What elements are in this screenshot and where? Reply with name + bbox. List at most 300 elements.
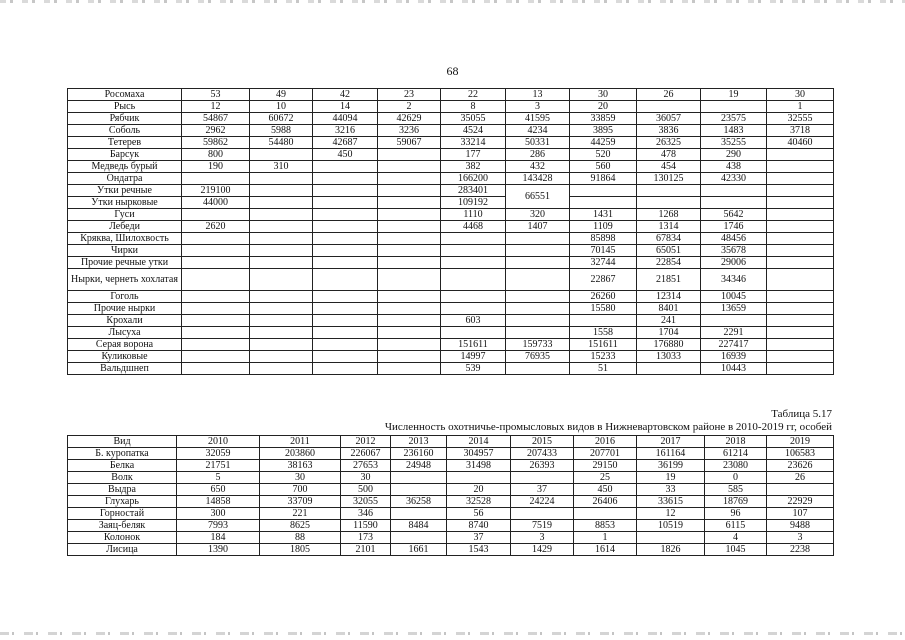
table-cell: 30: [341, 472, 391, 484]
table-cell: [441, 327, 506, 339]
table-cell: 41595: [506, 113, 570, 125]
table-cell: [441, 257, 506, 269]
table-cell: [313, 291, 378, 303]
table-cell: [701, 185, 767, 197]
column-header-species: Вид: [68, 436, 177, 448]
species-name: Медведь бурый: [68, 161, 182, 173]
table-cell: 10519: [637, 520, 705, 532]
table-cell: 48456: [701, 233, 767, 245]
table-cell: 800: [182, 149, 250, 161]
table-cell: 203860: [260, 448, 341, 460]
table-cell: 26325: [637, 137, 701, 149]
table-cell: 1826: [637, 544, 705, 556]
table-cell: 54480: [250, 137, 313, 149]
table-cell: 310: [250, 161, 313, 173]
species-name: Глухарь: [68, 496, 177, 508]
table-cell: 36057: [637, 113, 701, 125]
table-cell: [250, 315, 313, 327]
table-cell: [767, 197, 834, 209]
species-name: Рябчик: [68, 113, 182, 125]
table-row: [68, 303, 834, 315]
table-cell: 59862: [182, 137, 250, 149]
table-cell: 221: [260, 508, 341, 520]
column-header-year: 2018: [705, 436, 767, 448]
table-cell: 1483: [701, 125, 767, 137]
table-row: [68, 245, 834, 257]
table-row: [68, 185, 834, 197]
table-cell: [378, 315, 441, 327]
table-cell: 236160: [391, 448, 447, 460]
column-header-year: 2017: [637, 436, 705, 448]
table-cell: 300: [177, 508, 260, 520]
table-cell: 8484: [391, 520, 447, 532]
table-cell: 560: [570, 161, 637, 173]
table-cell: [250, 221, 313, 233]
table-cell: [506, 315, 570, 327]
table-cell: [250, 149, 313, 161]
table-cell: 283401: [441, 185, 506, 197]
table-cell: [511, 508, 574, 520]
table-cell: [637, 185, 701, 197]
table-cell: 23080: [705, 460, 767, 472]
table-cell: [506, 257, 570, 269]
table-cell: 44094: [313, 113, 378, 125]
table-cell: [391, 484, 447, 496]
table-cell: 130125: [637, 173, 701, 185]
table-cell: [313, 363, 378, 375]
table-cell: 35055: [441, 113, 506, 125]
table-cell: [378, 233, 441, 245]
table-cell: 32059: [177, 448, 260, 460]
table-row: [68, 101, 834, 113]
species-name: Вальдшнеп: [68, 363, 182, 375]
table-row: [68, 173, 834, 185]
table-cell: 1543: [447, 544, 511, 556]
table-row: [68, 472, 834, 484]
table-cell: 26393: [511, 460, 574, 472]
table-cell: [767, 209, 834, 221]
table-row: [68, 197, 834, 209]
table-cell: 37: [511, 484, 574, 496]
table-cell: 286: [506, 149, 570, 161]
table-cell: 454: [637, 161, 701, 173]
table-cell: [767, 484, 834, 496]
table-cell: [182, 173, 250, 185]
table-cell: [391, 532, 447, 544]
table-cell: 67834: [637, 233, 701, 245]
species-name: Лебеди: [68, 221, 182, 233]
table-cell: [767, 269, 834, 291]
table-cell: [182, 233, 250, 245]
table-cell: [378, 185, 441, 197]
table-cell: 700: [260, 484, 341, 496]
table-cell: [506, 363, 570, 375]
table-cell: [767, 173, 834, 185]
scan-edge-top: [0, 0, 905, 3]
table-cell: 32555: [767, 113, 834, 125]
table-cell: 346: [341, 508, 391, 520]
table-cell: 22854: [637, 257, 701, 269]
table-cell: 226067: [341, 448, 391, 460]
table-row: [68, 327, 834, 339]
table-cell: 33615: [637, 496, 705, 508]
table-row: [68, 351, 834, 363]
table-cell: 9488: [767, 520, 834, 532]
table-cell: 32528: [447, 496, 511, 508]
table-cell: 42: [313, 89, 378, 101]
table-cell: [378, 291, 441, 303]
table-cell: 184: [177, 532, 260, 544]
table-row: [68, 149, 834, 161]
table-cell: 32055: [341, 496, 391, 508]
table-cell: [378, 351, 441, 363]
table-cell: 6115: [705, 520, 767, 532]
table-cell: 143428: [506, 173, 570, 185]
table-cell: 29006: [701, 257, 767, 269]
table-cell: [378, 209, 441, 221]
table-cell: 54867: [182, 113, 250, 125]
table-cell: 44000: [182, 197, 250, 209]
table-cell: [441, 233, 506, 245]
table-cell: [767, 257, 834, 269]
table-cell: [313, 327, 378, 339]
table-cell: 42629: [378, 113, 441, 125]
column-header-year: 2012: [341, 436, 391, 448]
table-row: [68, 137, 834, 149]
table-cell: 438: [701, 161, 767, 173]
table-cell: 53: [182, 89, 250, 101]
species-name: Лысуха: [68, 327, 182, 339]
table-cell: [570, 315, 637, 327]
table-cell: 26260: [570, 291, 637, 303]
table-cell: [313, 197, 378, 209]
table-cell: [378, 161, 441, 173]
table-cell: 11590: [341, 520, 391, 532]
table-row: [68, 339, 834, 351]
table-cell: 33709: [260, 496, 341, 508]
page-number: 68: [446, 64, 459, 78]
table-cell: 3: [506, 101, 570, 113]
table-row: [68, 544, 834, 556]
table-cell: 34346: [701, 269, 767, 291]
table-cell: [767, 161, 834, 173]
species-name: Колонок: [68, 532, 177, 544]
table-cell: 21751: [177, 460, 260, 472]
table-cell: 190: [182, 161, 250, 173]
table-cell: [182, 327, 250, 339]
species-name: Кряква, Шилохвость: [68, 233, 182, 245]
table-cell: 539: [441, 363, 506, 375]
table-cell: 36199: [637, 460, 705, 472]
table-row: [68, 125, 834, 137]
table-cell: 151611: [570, 339, 637, 351]
table-cell: [313, 351, 378, 363]
table-cell: [701, 315, 767, 327]
table-cell: 20: [570, 101, 637, 113]
table-cell: [313, 245, 378, 257]
table-cell: 1407: [506, 221, 570, 233]
table-cell: [313, 221, 378, 233]
table-cell: 2620: [182, 221, 250, 233]
table-cell: 14858: [177, 496, 260, 508]
table-cell: [506, 303, 570, 315]
table-row: [68, 532, 834, 544]
table-cell: 12: [637, 508, 705, 520]
table-row: [68, 315, 834, 327]
table-cell: [250, 173, 313, 185]
table-cell: [701, 101, 767, 113]
species-name: Утки речные: [68, 185, 182, 197]
table-cell: 173: [341, 532, 391, 544]
table-cell: [250, 257, 313, 269]
table-cell: [182, 291, 250, 303]
table-cell: 500: [341, 484, 391, 496]
table-cell: 29150: [574, 460, 637, 472]
table-row: [68, 520, 834, 532]
table-cell: [250, 339, 313, 351]
table-cell: 520: [570, 149, 637, 161]
table-cell: 1661: [391, 544, 447, 556]
table-cell: 22867: [570, 269, 637, 291]
species-name: Серая ворона: [68, 339, 182, 351]
table-cell: 1429: [511, 544, 574, 556]
table-cell: 26: [637, 89, 701, 101]
table-cell: 25: [574, 472, 637, 484]
table-row: [68, 269, 834, 291]
table-cell: [637, 197, 701, 209]
table-cell: [767, 327, 834, 339]
table-cell: [313, 257, 378, 269]
table-cell: 1109: [570, 221, 637, 233]
table-cell: [378, 221, 441, 233]
column-header-year: 2010: [177, 436, 260, 448]
table-cell: 603: [441, 315, 506, 327]
table-cell: 2962: [182, 125, 250, 137]
table-cell: 20: [447, 484, 511, 496]
table-cell: 15580: [570, 303, 637, 315]
species-name: Нырки, чернеть хохлатая: [68, 269, 182, 291]
table-cell: 22: [441, 89, 506, 101]
table-cell: [182, 303, 250, 315]
table-cell: 51: [570, 363, 637, 375]
table-cell: 10443: [701, 363, 767, 375]
table-cell: [378, 257, 441, 269]
table-cell: 1805: [260, 544, 341, 556]
table-cell: 2238: [767, 544, 834, 556]
table-cell: 650: [177, 484, 260, 496]
table-cell: 159733: [506, 339, 570, 351]
table-cell: [767, 245, 834, 257]
table-cell: [701, 197, 767, 209]
table-cell: 37: [447, 532, 511, 544]
table-cell: [378, 269, 441, 291]
table-cell: [378, 245, 441, 257]
table-row: [68, 496, 834, 508]
table-cell: 24224: [511, 496, 574, 508]
table-cell: [574, 508, 637, 520]
table-cell: 50331: [506, 137, 570, 149]
column-header-year: 2014: [447, 436, 511, 448]
table-cell: 76935: [506, 351, 570, 363]
table-cell: 227417: [701, 339, 767, 351]
table-cell: 23575: [701, 113, 767, 125]
table-cell: [313, 185, 378, 197]
table-cell: 1390: [177, 544, 260, 556]
table-cell: 3236: [378, 125, 441, 137]
table-hunting-species-2010-2019: [67, 435, 834, 556]
table-cell: 5988: [250, 125, 313, 137]
table-cell: [767, 221, 834, 233]
table-cell: 585: [705, 484, 767, 496]
table-cell: [250, 197, 313, 209]
table-cell: 106583: [767, 448, 834, 460]
table-cell: [313, 173, 378, 185]
table-cell: 13033: [637, 351, 701, 363]
table-cell: [637, 101, 701, 113]
table-cell: 450: [313, 149, 378, 161]
table-row: [68, 89, 834, 101]
table-cell: 151611: [441, 339, 506, 351]
table-cell: 5: [177, 472, 260, 484]
table-species-counts-continued: [67, 88, 834, 375]
table-cell: 12314: [637, 291, 701, 303]
table-cell: 26406: [574, 496, 637, 508]
table-row: [68, 221, 834, 233]
species-name: Горностай: [68, 508, 177, 520]
table-cell: 22929: [767, 496, 834, 508]
table-row: [68, 448, 834, 460]
table-cell: [182, 315, 250, 327]
table-cell: 304957: [447, 448, 511, 460]
table-cell: [767, 291, 834, 303]
table-cell: [182, 363, 250, 375]
column-header-year: 2013: [391, 436, 447, 448]
species-name: Чирки: [68, 245, 182, 257]
table-cell: [511, 472, 574, 484]
table-cell: [313, 233, 378, 245]
table-cell: [767, 363, 834, 375]
table-cell: 1314: [637, 221, 701, 233]
table-cell: [378, 149, 441, 161]
table-cell: 1558: [570, 327, 637, 339]
table-row: [68, 484, 834, 496]
table-cell: 42687: [313, 137, 378, 149]
table-cell: [506, 327, 570, 339]
table-cell: [378, 197, 441, 209]
table-cell: [250, 269, 313, 291]
table-cell: 3718: [767, 125, 834, 137]
table-cell: 21851: [637, 269, 701, 291]
table-cell: 56: [447, 508, 511, 520]
table-cell: 4: [705, 532, 767, 544]
table-cell: 40460: [767, 137, 834, 149]
table-cell: 19: [701, 89, 767, 101]
table-cell: 3: [767, 532, 834, 544]
table-cell: 8401: [637, 303, 701, 315]
table-cell: 88: [260, 532, 341, 544]
species-name: Белка: [68, 460, 177, 472]
table-cell: [182, 209, 250, 221]
table-cell: [313, 269, 378, 291]
table-cell: 36258: [391, 496, 447, 508]
table-cell: 14997: [441, 351, 506, 363]
table-cell: [637, 363, 701, 375]
table-cell: [441, 303, 506, 315]
table-cell: 38163: [260, 460, 341, 472]
table-cell: 432: [506, 161, 570, 173]
species-name: Волк: [68, 472, 177, 484]
table-cell: 1614: [574, 544, 637, 556]
table-cell: [182, 245, 250, 257]
table-cell: [391, 508, 447, 520]
table-cell: 44259: [570, 137, 637, 149]
table-cell: 1268: [637, 209, 701, 221]
species-name: Выдра: [68, 484, 177, 496]
table-cell: 96: [705, 508, 767, 520]
table-cell: 450: [574, 484, 637, 496]
column-header-year: 2019: [767, 436, 834, 448]
table-cell: [182, 269, 250, 291]
table-cell: [313, 209, 378, 221]
table-cell: 19: [637, 472, 705, 484]
table-cell: 166200: [441, 173, 506, 185]
table-cell: 320: [506, 209, 570, 221]
table-cell: [570, 185, 637, 197]
table-cell: 7993: [177, 520, 260, 532]
table-cell: [767, 339, 834, 351]
table-cell: 23: [378, 89, 441, 101]
table-cell: [250, 245, 313, 257]
table-cell: [637, 532, 705, 544]
table-cell: [391, 472, 447, 484]
table-cell: 70145: [570, 245, 637, 257]
table-cell: 3836: [637, 125, 701, 137]
table-cell: [250, 291, 313, 303]
table-cell: 0: [705, 472, 767, 484]
table-cell: [506, 245, 570, 257]
table-cell: [767, 233, 834, 245]
table-cell: 3216: [313, 125, 378, 137]
table-cell: 24948: [391, 460, 447, 472]
table-cell: [313, 315, 378, 327]
table-row: [68, 291, 834, 303]
table-cell: 49: [250, 89, 313, 101]
table-cell: 1: [574, 532, 637, 544]
table-row: [68, 257, 834, 269]
table-cell: 1: [767, 101, 834, 113]
table-cell: 15233: [570, 351, 637, 363]
species-name: Куликовые: [68, 351, 182, 363]
table-cell: 42330: [701, 173, 767, 185]
table-cell: 177: [441, 149, 506, 161]
table-cell: 8740: [447, 520, 511, 532]
table-cell: [250, 351, 313, 363]
table-cell: [250, 209, 313, 221]
table-cell: 2101: [341, 544, 391, 556]
table-cell: [378, 339, 441, 351]
table-cell: 33859: [570, 113, 637, 125]
table-cell: 14: [313, 101, 378, 113]
table-cell: [767, 149, 834, 161]
column-header-year: 2011: [260, 436, 341, 448]
species-name: Рысь: [68, 101, 182, 113]
table-cell: 30: [570, 89, 637, 101]
table-row: [68, 508, 834, 520]
column-header-year: 2015: [511, 436, 574, 448]
table-cell: 3895: [570, 125, 637, 137]
table-cell: [441, 245, 506, 257]
table-cell: 27653: [341, 460, 391, 472]
